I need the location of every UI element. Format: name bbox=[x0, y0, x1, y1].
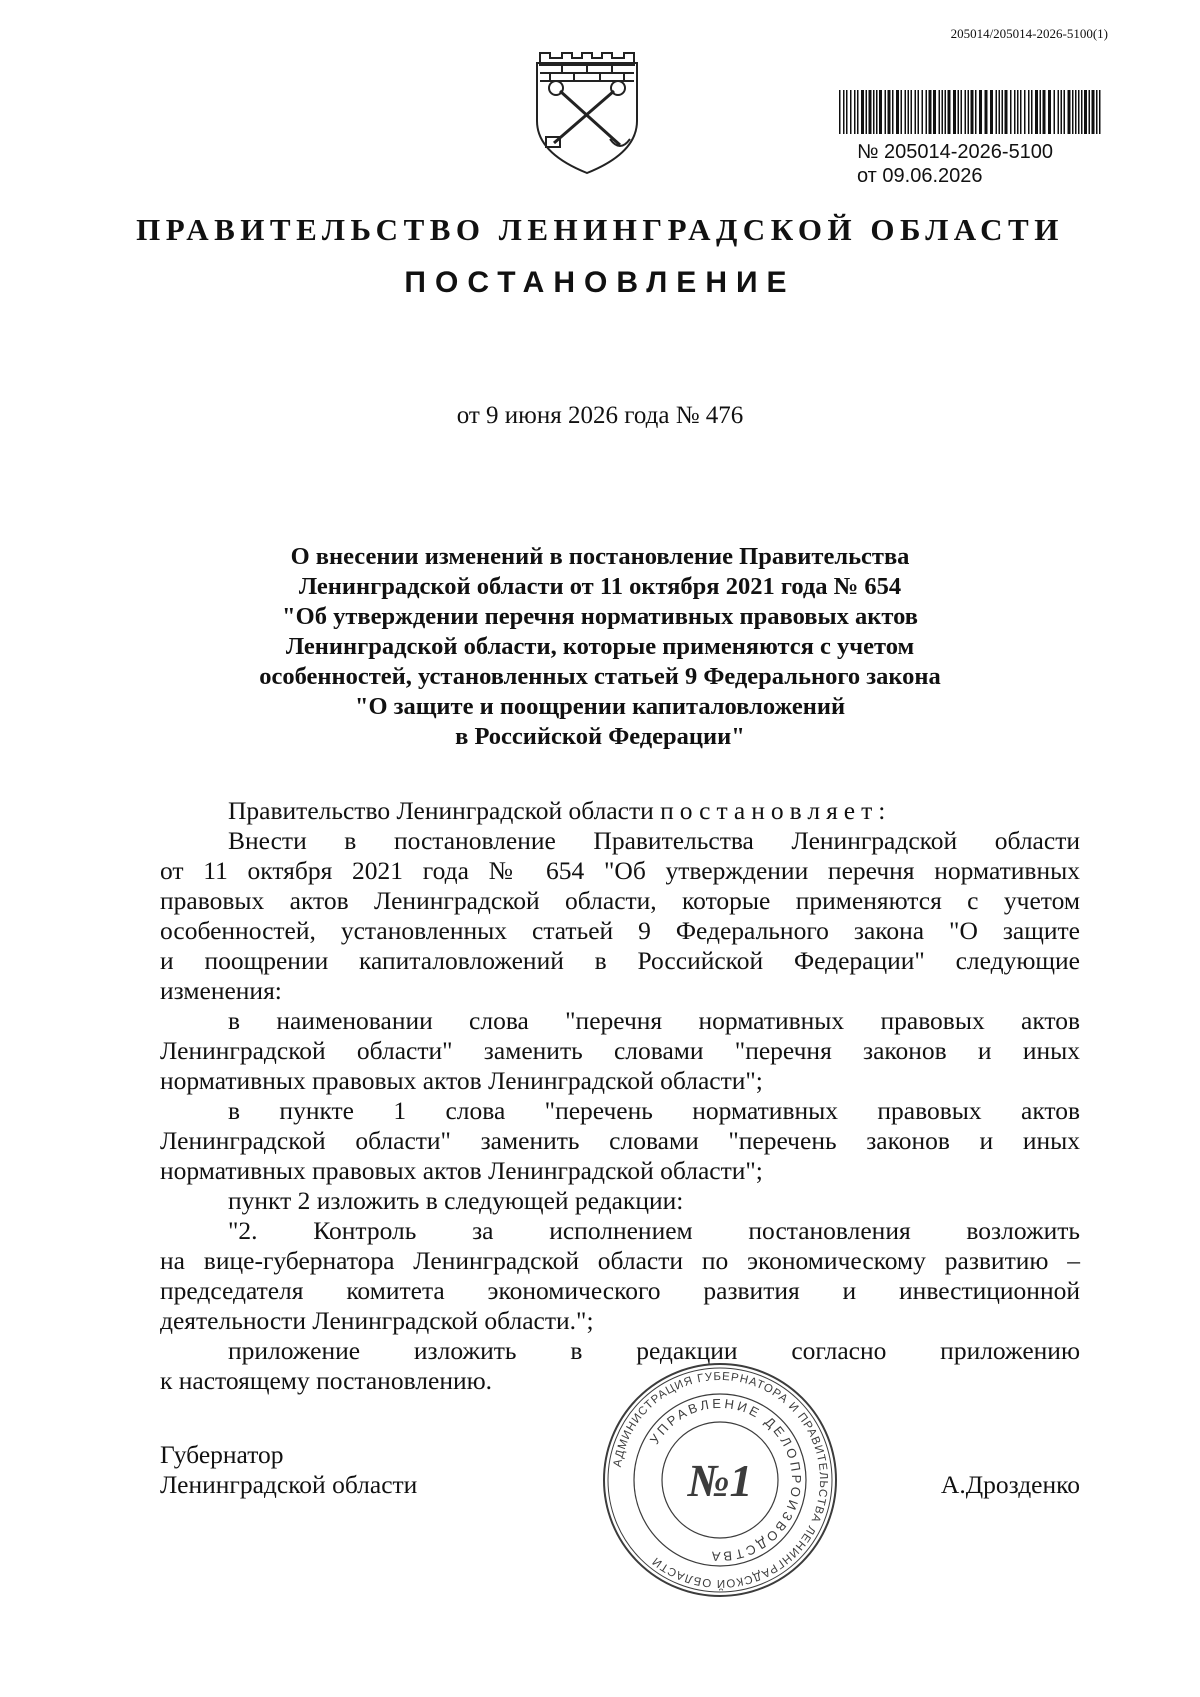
stamp-outer-textpath: АДМИНИСТРАЦИЯ ГУБЕРНАТОРА И ПРАВИТЕЛЬСТВА ЛЕНИНГРАДСКОЙ ОБЛАСТИ bbox=[611, 1370, 830, 1590]
barcode-bar bbox=[953, 90, 956, 134]
barcode-bar bbox=[1096, 90, 1098, 134]
subject-line: О внесении изменений в постановление Правительства bbox=[290, 543, 910, 570]
barcode-bar bbox=[888, 90, 891, 134]
barcode-bar bbox=[873, 90, 875, 134]
barcode-bar bbox=[1024, 90, 1026, 134]
registration-block bbox=[857, 140, 1053, 188]
barcode-bar bbox=[1072, 90, 1074, 134]
body-line: к настоящему постановлению. bbox=[160, 1366, 493, 1395]
barcode-bar bbox=[905, 90, 907, 134]
barcode-bar bbox=[850, 90, 852, 134]
body-line: Ленинградской области" заменить словами "перечень законов и иных bbox=[160, 1126, 1080, 1155]
body-line: нормативных правовых актов Ленинградской области"; bbox=[160, 1066, 763, 1095]
document-subject bbox=[160, 542, 1040, 752]
stamp-inner-textpath: УПРАВЛЕНИЕ ДЕЛОПРОИЗВОДСТВА bbox=[646, 1395, 805, 1565]
barcode-bar bbox=[1031, 90, 1033, 134]
barcode-bar bbox=[1061, 90, 1063, 134]
barcode-bar bbox=[1078, 90, 1080, 134]
barcode-bar bbox=[1054, 90, 1056, 134]
barcode-bar bbox=[1017, 90, 1019, 134]
barcode-bar bbox=[879, 90, 882, 134]
subject-line: "Об утверждении перечня нормативных правовых актов bbox=[282, 603, 918, 630]
body-line: деятельности Ленинградской области."; bbox=[160, 1306, 594, 1335]
barcode-bar bbox=[1002, 90, 1004, 134]
signatory-region: Ленинградской области bbox=[160, 1470, 418, 1499]
barcode-bar bbox=[885, 90, 887, 134]
barcode-bar bbox=[926, 90, 928, 134]
body-line: в пункте 1 слова "перечень нормативных правовых актов bbox=[228, 1096, 1080, 1125]
coat-of-arms-emblem bbox=[532, 43, 642, 175]
stamp-number: №1 bbox=[687, 1455, 753, 1506]
barcode-bar bbox=[985, 90, 988, 134]
subject-line: особенностей, установленных статьей 9 Федерального закона bbox=[259, 663, 941, 690]
body-line: в наименовании слова "перечня нормативных правовых актов bbox=[228, 1006, 1080, 1035]
body-line: от 11 октября 2021 года № 654 "Об утверждении перечня нормативных bbox=[160, 856, 1080, 885]
barcode-bar bbox=[942, 90, 944, 134]
barcode-bar bbox=[979, 90, 982, 134]
barcode-bar bbox=[961, 90, 963, 134]
barcode-bar bbox=[1043, 90, 1046, 134]
barcode-bar bbox=[1035, 90, 1038, 134]
body-line: и поощрении капиталовложений в Российской Федерации" следующие bbox=[160, 946, 1080, 975]
barcode-bar bbox=[866, 90, 868, 134]
body-line: нормативных правовых актов Ленинградской области"; bbox=[160, 1156, 763, 1185]
barcode-bar bbox=[911, 90, 913, 134]
signatory-position: Губернатор bbox=[160, 1440, 284, 1469]
signature-block bbox=[160, 1440, 1080, 1500]
barcode-bar bbox=[1064, 90, 1066, 134]
barcode-bar bbox=[876, 90, 878, 134]
barcode-bar bbox=[896, 90, 899, 134]
government-title: ПРАВИТЕЛЬСТВО ЛЕНИНГРАДСКОЙ ОБЛАСТИ bbox=[136, 212, 1064, 247]
barcode-bar bbox=[857, 90, 859, 134]
body-line: приложение изложить в редакции согласно приложению bbox=[228, 1336, 1080, 1365]
barcode-bar bbox=[965, 90, 967, 134]
barcode-bar bbox=[1020, 90, 1022, 134]
barcode-bar bbox=[918, 90, 920, 134]
barcode-bar bbox=[1058, 90, 1060, 134]
barcode-bar bbox=[990, 90, 993, 134]
barcode-bar bbox=[915, 90, 917, 134]
barcode-bar bbox=[1081, 90, 1083, 134]
barcode-bar bbox=[1084, 90, 1087, 134]
body-line: пункт 2 изложить в следующей редакции: bbox=[228, 1186, 684, 1215]
barcode-bar bbox=[892, 90, 894, 134]
subject-line: Ленинградской области, которые применяются с учетом bbox=[285, 633, 915, 660]
barcode-bar bbox=[929, 90, 932, 134]
barcode-bar bbox=[933, 90, 936, 134]
resolve-prefix: Правительство Ленинградской области bbox=[228, 796, 654, 825]
barcode-bar bbox=[948, 90, 951, 134]
barcode-bar bbox=[999, 90, 1001, 134]
barcode-bar bbox=[975, 90, 977, 134]
barcode-bar bbox=[901, 90, 903, 134]
document-body bbox=[160, 796, 1080, 1396]
barcode-bar bbox=[854, 90, 856, 134]
barcode-bar bbox=[843, 90, 845, 134]
barcode-bar bbox=[996, 90, 998, 134]
barcode-bar bbox=[1092, 90, 1095, 134]
barcode-bar bbox=[839, 90, 841, 134]
subject-line: Ленинградской области от 11 октября 2021 года № 654 bbox=[298, 573, 902, 600]
signatory-name: А.Дрозденко bbox=[940, 1470, 1080, 1499]
subject-line: "О защите и поощрении капиталовложений bbox=[354, 693, 846, 720]
barcode-bar bbox=[1010, 90, 1012, 134]
barcode-bar bbox=[1005, 90, 1008, 134]
barcode-bar bbox=[971, 90, 974, 134]
document-type: ПОСТАНОВЛЕНИЕ bbox=[404, 266, 796, 299]
registration-date: от 09.06.2026 bbox=[857, 165, 983, 187]
body-line: на вице-губернатора Ленинградской области по экономическому развитию – bbox=[160, 1246, 1080, 1275]
body-line: председателя комитета экономического развития и инвестиционной bbox=[160, 1276, 1080, 1305]
barcode-bar bbox=[1048, 90, 1051, 134]
barcode-bar bbox=[922, 90, 924, 134]
barcode-bar bbox=[869, 90, 872, 134]
document-date-number: от 9 июня 2026 года № 476 bbox=[456, 402, 744, 429]
barcode-bar bbox=[1068, 90, 1071, 134]
barcode-bar bbox=[958, 90, 960, 134]
resolve-word: постановляет: bbox=[660, 796, 892, 825]
barcode-bar bbox=[939, 90, 941, 134]
resolve-line bbox=[160, 796, 1080, 826]
body-line: особенностей, установленных статьей 9 Федерального закона "О защите bbox=[160, 916, 1080, 945]
body-line: Ленинградской области" заменить словами "перечня законов и иных bbox=[160, 1036, 1080, 1065]
barcode-bar bbox=[861, 90, 864, 134]
barcode-bar bbox=[908, 90, 910, 134]
barcode-bar bbox=[1040, 90, 1042, 134]
document-reference: 205014/205014-2026-5100(1) bbox=[950, 26, 1108, 41]
body-line: изменения: bbox=[160, 976, 282, 1005]
barcode-bar bbox=[1028, 90, 1030, 134]
registration-number: № 205014-2026-5100 bbox=[857, 141, 1054, 163]
body-line: "2. Контроль за исполнением постановления возложить bbox=[228, 1216, 1080, 1245]
barcode-bar bbox=[846, 90, 848, 134]
barcode-bar bbox=[1075, 90, 1077, 134]
body-line: Внести в постановление Правительства Ленинградской области bbox=[228, 826, 1080, 855]
barcode-bar bbox=[1099, 90, 1101, 134]
body-line: правовых актов Ленинградской области, которые применяются с учетом bbox=[160, 886, 1080, 915]
subject-line: в Российской Федерации" bbox=[455, 723, 745, 750]
barcode-bar bbox=[1014, 90, 1016, 134]
barcode-bar bbox=[968, 90, 970, 134]
barcode-bar bbox=[1089, 90, 1091, 134]
barcode-bar bbox=[945, 90, 947, 134]
barcode bbox=[839, 90, 1101, 134]
